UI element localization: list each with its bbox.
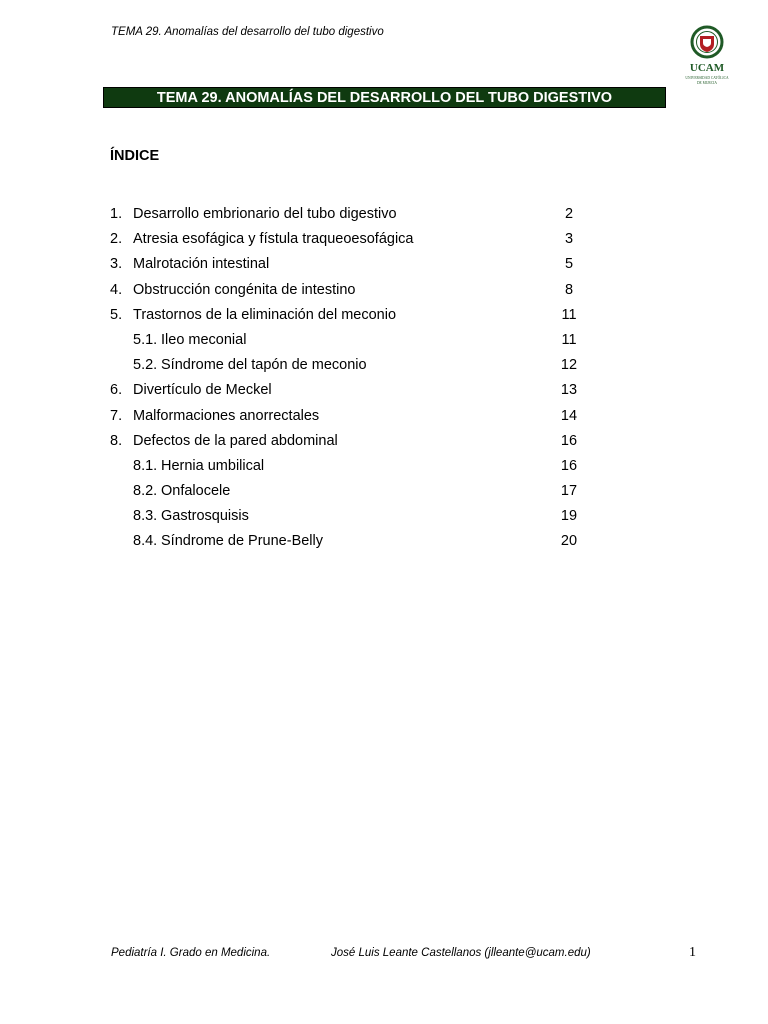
toc-entry-num: 8. — [110, 432, 123, 449]
toc-entry-num: 8.1. — [133, 457, 158, 474]
toc-entry — [110, 432, 590, 457]
toc-entry-num: 5.2. — [133, 357, 158, 374]
toc-entry-page: 13 — [560, 382, 578, 399]
table-of-contents — [110, 205, 590, 558]
toc-entry-num: 3. — [110, 256, 123, 273]
toc-entry-num: 8.2. — [133, 483, 158, 500]
svg-text:UNIVERSIDAD CATÓLICA: UNIVERSIDAD CATÓLICA — [685, 76, 729, 80]
toc-entry — [110, 281, 590, 306]
toc-entry-page: 12 — [560, 357, 578, 374]
ucam-logo-icon — [670, 24, 744, 88]
toc-entry-page: 19 — [560, 508, 578, 525]
toc-entry-num: 5.1. — [133, 331, 158, 348]
footer-course: Pediatría I. Grado en Medicina. — [111, 947, 271, 959]
toc-entry-page: 16 — [560, 432, 578, 449]
toc-entry-page: 16 — [560, 457, 578, 474]
toc-entry-page: 17 — [560, 483, 578, 500]
toc-entry-num: 8.3. — [133, 508, 158, 525]
toc-entry — [110, 532, 590, 557]
toc-entry — [110, 407, 590, 432]
toc-entry-text: Malrotación intestinal — [133, 256, 270, 273]
toc-entry-page: 8 — [564, 281, 574, 298]
toc-entry-page: 11 — [561, 331, 577, 348]
svg-text:DE MURCIA: DE MURCIA — [696, 81, 718, 85]
toc-entry-text: Defectos de la pared abdominal — [133, 432, 338, 449]
toc-entry-page: 11 — [561, 306, 577, 323]
toc-entry-text: Gastrosquisis — [161, 508, 249, 525]
svg-text:UCAM: UCAM — [689, 62, 725, 74]
toc-entry-text: Trastornos de la eliminación del meconio — [133, 306, 397, 323]
toc-entry-text: Atresia esofágica y fístula traqueoesofágica — [133, 231, 414, 248]
toc-entry — [110, 482, 590, 507]
title-bar-text: TEMA 29. ANOMALÍAS DEL DESARROLLO DEL TUBO DIGESTIVO — [156, 89, 613, 106]
toc-entry — [110, 331, 590, 356]
toc-entry-num: 2. — [110, 231, 123, 248]
toc-entry-text: Hernia umbilical — [161, 457, 265, 474]
toc-entry-page: 3 — [564, 231, 574, 248]
toc-entry-text: Onfalocele — [161, 483, 231, 500]
toc-entry-num: 6. — [110, 382, 123, 399]
toc-entry-text: Divertículo de Meckel — [133, 382, 272, 399]
toc-entry — [110, 356, 590, 381]
running-header: TEMA 29. Anomalías del desarrollo del tubo digestivo — [111, 26, 384, 38]
toc-entry-num: 4. — [110, 281, 123, 298]
footer-author: José Luis Leante Castellanos (jlleante@ucam.edu) — [331, 947, 591, 959]
toc-entry-text: Síndrome de Prune-Belly — [161, 533, 323, 550]
toc-entry — [110, 507, 590, 532]
toc-entry-page: 14 — [560, 407, 578, 424]
toc-entry-page: 5 — [564, 256, 574, 273]
toc-entry — [110, 306, 590, 331]
title-bar — [103, 87, 666, 108]
toc-entry-num: 1. — [110, 206, 123, 222]
toc-entry-num: 7. — [110, 407, 123, 424]
toc-entry — [110, 230, 590, 255]
toc-entry-num: 8.4. — [133, 533, 158, 550]
toc-entry-num: 5. — [110, 306, 123, 323]
page-number: 1 — [689, 945, 696, 960]
toc-entry — [110, 255, 590, 280]
index-heading: ÍNDICE — [110, 148, 160, 164]
toc-entry-text: Síndrome del tapón de meconio — [161, 357, 367, 374]
toc-entry — [110, 205, 590, 230]
toc-entry-page: 2 — [564, 206, 574, 222]
toc-entry — [110, 457, 590, 482]
toc-entry-text: Ileo meconial — [161, 331, 247, 348]
toc-entry-text: Malformaciones anorrectales — [133, 407, 320, 424]
toc-entry — [110, 381, 590, 406]
toc-entry-page: 20 — [560, 533, 578, 550]
toc-entry-text: Obstrucción congénita de intestino — [133, 281, 356, 298]
toc-entry-text: Desarrollo embrionario del tubo digestivo — [133, 206, 397, 222]
ucam-logo — [670, 24, 744, 88]
